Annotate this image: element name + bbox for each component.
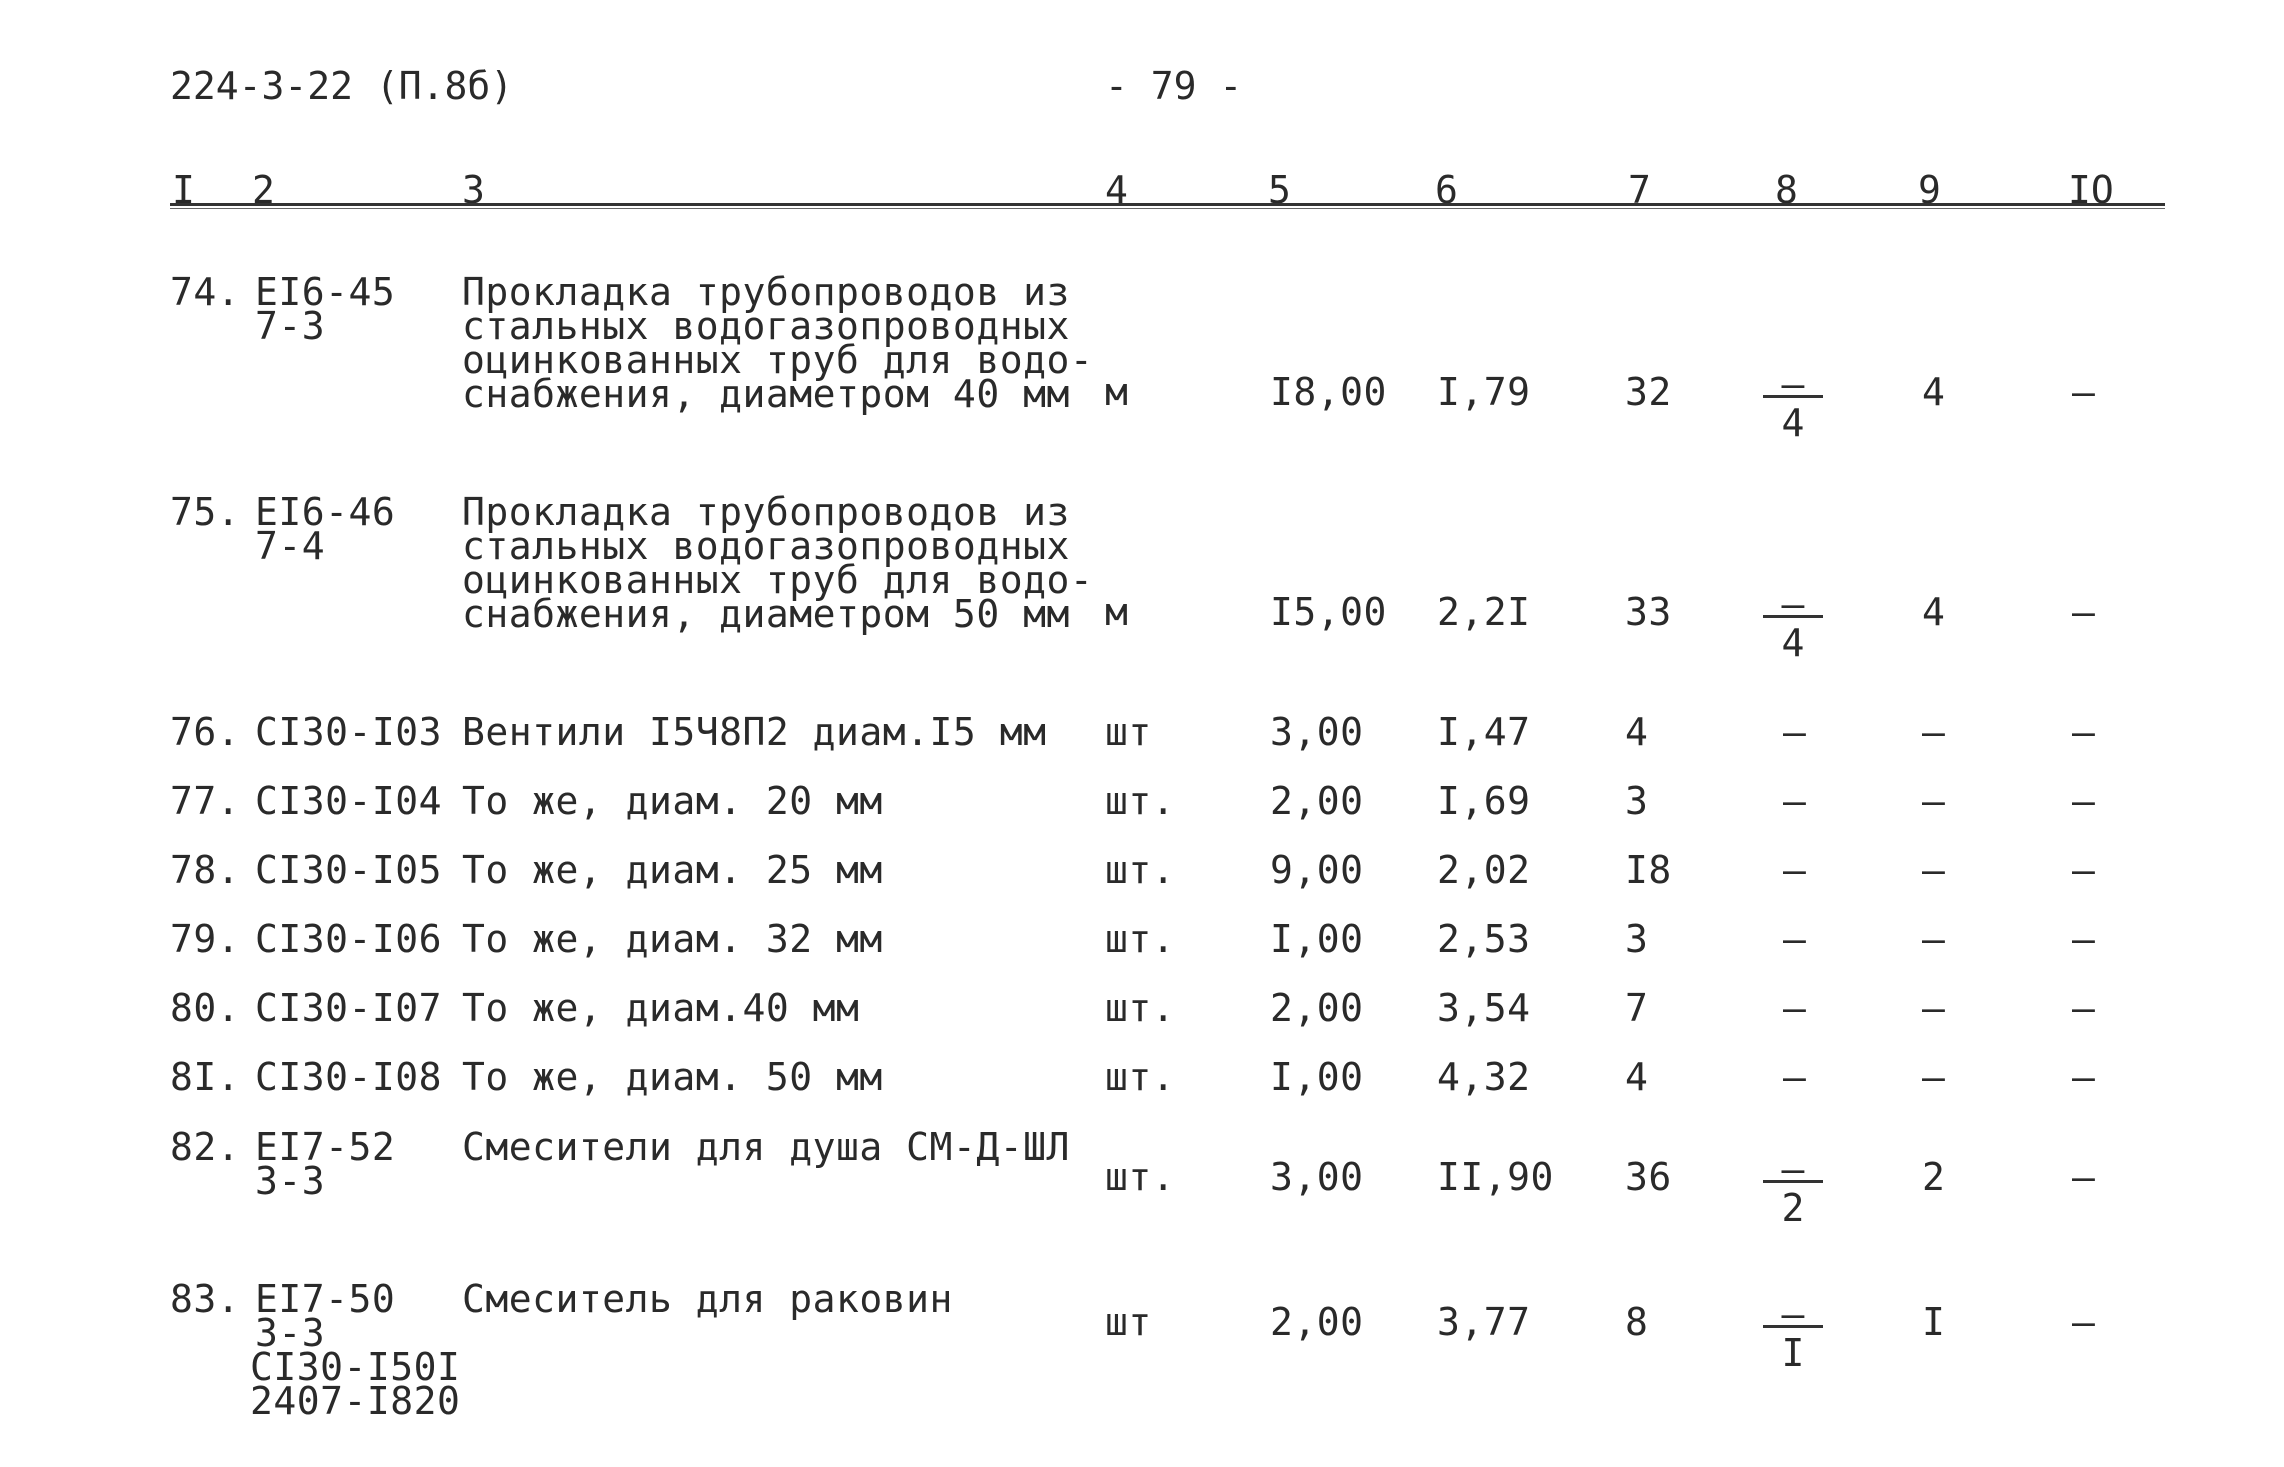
row-col10: – [2072,590,2096,634]
row-unit: шт. [1105,986,1176,1030]
column-header-9: 9 [1918,168,1941,212]
row-description: Смесители для душа СМ-Д-ШЛ [462,1125,1070,1169]
row-code: CI30-I05 [255,848,443,892]
row-price: 2,02 [1437,848,1531,892]
row-quantity: I,00 [1270,917,1364,961]
row-description: стальных водогазопроводных [462,524,1070,568]
row-col9: 2 [1922,1155,1946,1199]
row-col8: – [1783,917,1807,961]
row-quantity: 3,00 [1270,1155,1364,1199]
row-unit: шт [1105,1300,1152,1344]
row-unit: шт. [1105,1155,1176,1199]
row-unit: шт. [1105,1055,1176,1099]
fraction-denominator: 4 [1781,621,1805,665]
row-number: 76. [170,710,241,754]
row-number: 83. [170,1277,241,1321]
row-price: 3,77 [1437,1300,1531,1344]
row-col9: – [1922,1055,1946,1099]
row-quantity: I,00 [1270,1055,1364,1099]
column-header-5: 5 [1268,168,1291,212]
row-col10: – [2072,710,2096,754]
row-code: 2407-I820 [250,1379,461,1423]
row-col10: – [2072,779,2096,823]
row-col9: – [1922,917,1946,961]
row-code: EI6-46 [255,490,396,534]
row-col8-fraction [1763,593,1823,665]
row-code: EI7-50 [255,1277,396,1321]
row-col8-fraction [1763,373,1823,445]
row-quantity: I5,00 [1270,590,1387,634]
row-col8-fraction [1763,1158,1823,1230]
row-col9: – [1922,710,1946,754]
row-col10: – [2072,986,2096,1030]
row-col10: – [2072,1300,2096,1344]
row-number: 79. [170,917,241,961]
row-unit: м [1105,590,1129,634]
row-col9: – [1922,848,1946,892]
fraction-numerator: – [1763,1158,1823,1183]
row-code: CI30-I50I [250,1345,461,1389]
row-description: снабжения, диаметром 40 мм [462,372,1070,416]
row-description: оцинкованных труб для водо- [462,558,1094,602]
row-col9: 4 [1922,370,1946,414]
row-col8: – [1783,848,1807,892]
column-header-6: 6 [1435,168,1458,212]
row-description: Вентили I5Ч8П2 диам.I5 мм [462,710,1047,754]
row-code: CI30-I06 [255,917,443,961]
row-description: оцинкованных труб для водо- [462,338,1094,382]
row-col10: – [2072,1055,2096,1099]
row-col7: 32 [1625,370,1672,414]
column-header-3: 3 [462,168,485,212]
doc-code: 224-3-22 (П.8б) [170,64,514,108]
column-header-2: 2 [252,168,275,212]
row-code: 7-4 [255,524,326,568]
row-number: 8I. [170,1055,241,1099]
row-col7: 36 [1625,1155,1672,1199]
row-col8: – [1783,1055,1807,1099]
row-code: CI30-I08 [255,1055,443,1099]
row-code: CI30-I04 [255,779,443,823]
row-quantity: 3,00 [1270,710,1364,754]
row-number: 75. [170,490,241,534]
row-col9: – [1922,986,1946,1030]
row-col7: 7 [1625,986,1649,1030]
row-price: I,79 [1437,370,1531,414]
row-quantity: 2,00 [1270,1300,1364,1344]
row-col7: I8 [1625,848,1672,892]
row-price: 2,2I [1437,590,1531,634]
row-number: 80. [170,986,241,1030]
row-price: I,69 [1437,779,1531,823]
row-col10: – [2072,848,2096,892]
row-code: 7-3 [255,304,326,348]
header-rule [170,203,2165,206]
row-code: CI30-I07 [255,986,443,1030]
row-unit: шт. [1105,848,1176,892]
row-description: стальных водогазопроводных [462,304,1070,348]
row-price: 2,53 [1437,917,1531,961]
row-price: 3,54 [1437,986,1531,1030]
row-col10: – [2072,370,2096,414]
fraction-denominator: 4 [1781,401,1805,445]
row-unit: шт. [1105,917,1176,961]
row-col9: – [1922,779,1946,823]
fraction-numerator: – [1763,1303,1823,1328]
row-col8: – [1783,779,1807,823]
column-header-8: 8 [1775,168,1798,212]
row-unit: м [1105,370,1129,414]
row-description: Прокладка трубопроводов из [462,490,1070,534]
column-header-7: 7 [1628,168,1651,212]
fraction-numerator: – [1763,593,1823,618]
row-col8-fraction [1763,1303,1823,1375]
row-unit: шт [1105,710,1152,754]
row-description: То же, диам. 20 мм [462,779,883,823]
row-code: 3-3 [255,1159,326,1203]
row-number: 78. [170,848,241,892]
row-col7: 3 [1625,779,1649,823]
row-description: То же, диам. 32 мм [462,917,883,961]
fraction-numerator: – [1763,373,1823,398]
fraction-denominator: 2 [1781,1186,1805,1230]
row-col7: 3 [1625,917,1649,961]
row-price: 4,32 [1437,1055,1531,1099]
column-header-10: IO [2068,168,2114,212]
row-number: 74. [170,270,241,314]
column-header-4: 4 [1105,168,1128,212]
row-code: EI7-52 [255,1125,396,1169]
column-header-1: I [172,168,195,212]
row-description: снабжения, диаметром 50 мм [462,592,1070,636]
row-col8: – [1783,986,1807,1030]
row-code: 3-3 [255,1311,326,1355]
row-description: То же, диам.40 мм [462,986,860,1030]
row-code: CI30-I03 [255,710,443,754]
fraction-denominator: I [1781,1331,1805,1375]
row-col10: – [2072,1155,2096,1199]
row-description: То же, диам. 50 мм [462,1055,883,1099]
row-col7: 4 [1625,710,1649,754]
row-col10: – [2072,917,2096,961]
row-code: EI6-45 [255,270,396,314]
row-quantity: 2,00 [1270,779,1364,823]
row-col7: 33 [1625,590,1672,634]
row-description: Смеситель для раковин [462,1277,953,1321]
row-unit: шт. [1105,779,1176,823]
header-rule-thin [170,208,2165,209]
page-number: - 79 - [1105,64,1243,108]
row-number: 77. [170,779,241,823]
row-price: I,47 [1437,710,1531,754]
row-description: То же, диам. 25 мм [462,848,883,892]
row-col9: 4 [1922,590,1946,634]
row-number: 82. [170,1125,241,1169]
row-col8: – [1783,710,1807,754]
row-col7: 8 [1625,1300,1649,1344]
row-quantity: 2,00 [1270,986,1364,1030]
row-col9: I [1922,1300,1946,1344]
row-col7: 4 [1625,1055,1649,1099]
row-quantity: I8,00 [1270,370,1387,414]
row-quantity: 9,00 [1270,848,1364,892]
row-price: II,90 [1437,1155,1554,1199]
row-description: Прокладка трубопроводов из [462,270,1070,314]
